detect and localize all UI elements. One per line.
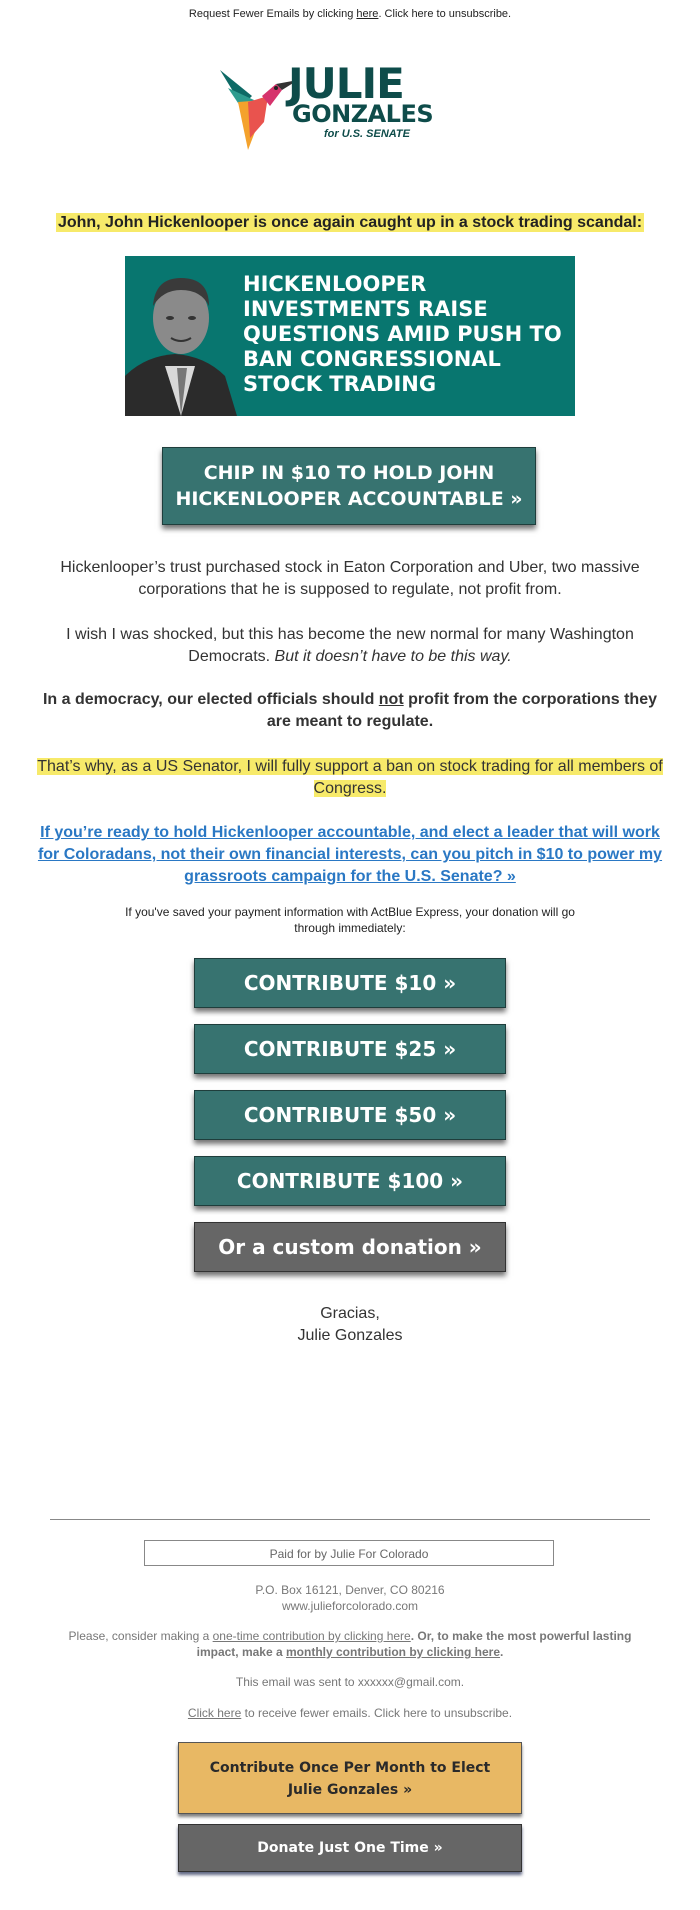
headline-text: John, John Hickenlooper is once again caught up in a stock trading scandal: (57, 214, 643, 231)
custom-donation-button[interactable]: Or a custom donation » (194, 1222, 506, 1272)
footer-contribution-plea (60, 1628, 640, 1660)
paragraph-ban-support-text: That’s why, as a US Senator, I will fully support a ban on stock trading for all members of Congress. (37, 758, 663, 797)
paragraph-shocked (30, 624, 670, 668)
top-note (0, 8, 700, 20)
actblue-note: If you've saved your payment information with ActBlue Express, your donation will go through immediately: (125, 905, 575, 935)
chip-in-10-button[interactable]: CHIP IN $10 TO HOLD JOHN HICKENLOOPER ACCOUNTABLE » (162, 447, 536, 525)
hickenlooper-photo (125, 256, 237, 416)
paragraph-shocked-italic: But it doesn’t have to be this way. (274, 648, 512, 665)
news-banner[interactable] (125, 256, 575, 416)
footer-website[interactable]: www.julieforcolorado.com (281, 1599, 419, 1613)
footer-sent-to: This email was sent to xxxxxx@gmail.com. (235, 1675, 465, 1689)
plea-end: . (500, 1645, 504, 1659)
paid-for-disclaimer: Paid for by Julie For Colorado (144, 1540, 554, 1566)
plea-start: Please, consider making a (68, 1629, 213, 1643)
contribute-25-button[interactable]: CONTRIBUTE $25 » (194, 1024, 506, 1074)
signoff (0, 1303, 700, 1347)
fewer-emails-rest: to receive fewer emails. Click here to unsubscribe. (241, 1706, 513, 1720)
monthly-contribution-button[interactable] (178, 1742, 522, 1814)
paragraph-democracy (30, 689, 670, 733)
paragraph-democracy-end: profit from the corporations they are meant to regulate. (266, 691, 657, 730)
monthly-button-line1: Contribute Once Per Month to Elect (209, 1760, 491, 1776)
top-note-prefix: Request Fewer Emails by clicking (188, 8, 357, 20)
paragraph-democracy-start: In a democracy, our elected officials should (42, 691, 379, 708)
paragraph-pitch-in (30, 822, 670, 888)
footer-po-box: P.O. Box 16121, Denver, CO 80216 (255, 1583, 445, 1597)
signoff-greeting: Gracias, (320, 1305, 380, 1322)
logo-last-name: GONZALES (292, 100, 434, 128)
footer-address (60, 1582, 640, 1614)
contribute-50-button[interactable]: CONTRIBUTE $50 » (194, 1090, 506, 1140)
one-time-contribution-link[interactable]: one-time contribution by clicking here (212, 1629, 411, 1643)
monthly-button-line2: Julie Gonzales » (287, 1782, 413, 1798)
contribute-100-button[interactable]: CONTRIBUTE $100 » (194, 1156, 506, 1206)
paragraph-democracy-underline: not (378, 691, 404, 708)
paragraph-stock-purchase: Hickenlooper’s trust purchased stock in Eaton Corporation and Uber, two massive corporations that he is supposed to regulate, not profit from. (60, 559, 640, 598)
signoff-name: Julie Gonzales (297, 1327, 403, 1344)
top-note-suffix: . Click here to unsubscribe. (378, 8, 512, 20)
campaign-logo (218, 59, 464, 156)
footer-divider (50, 1519, 650, 1520)
paragraph-ban-support (30, 756, 670, 800)
fewer-emails-footer-link[interactable]: Click here (187, 1706, 242, 1720)
logo-first-name: JULIE (288, 59, 404, 108)
banner-headline: HICKENLOOPER INVESTMENTS RAISE QUESTIONS AMID PUSH TO BAN CONGRESSIONAL STOCK TRADING (243, 272, 562, 396)
logo-subtitle: for U.S. SENATE (324, 128, 410, 140)
headline (0, 214, 700, 232)
monthly-contribution-link[interactable]: monthly contribution by clicking here (286, 1645, 501, 1659)
footer-fewer-emails (60, 1705, 640, 1721)
donate-one-time-button[interactable]: Donate Just One Time » (178, 1824, 522, 1872)
fewer-emails-link[interactable]: here (356, 8, 379, 20)
pitch-in-link[interactable]: If you’re ready to hold Hickenlooper accountable, and elect a leader that will work for Coloradans, not their own financial interests, can you pitch in $10 to power my grassroots campaign for the U.S. Senate? » (37, 824, 663, 885)
plea-mid: . Or, to make the most powerful lasting impact, make a (196, 1629, 632, 1659)
contribute-10-button[interactable]: CONTRIBUTE $10 » (194, 958, 506, 1008)
paragraph-shocked-text: I wish I was shocked, but this has become the new normal for many Washington Democrats. (66, 626, 634, 665)
